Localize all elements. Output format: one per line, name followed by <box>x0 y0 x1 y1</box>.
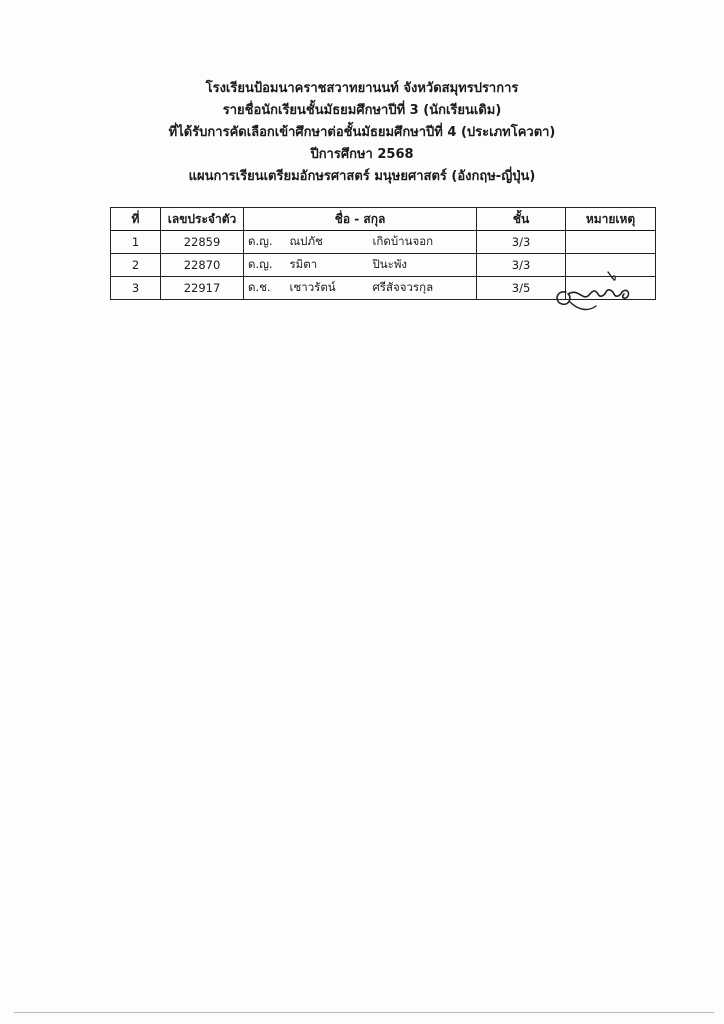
row-first-name: รมิตา <box>286 254 369 277</box>
row-student-id: 22859 <box>161 231 244 254</box>
row-prefix: ด.ญ. <box>244 231 286 254</box>
school-name-line: โรงเรียนป้อมนาคราชสวาทยานนท์ จังหวัดสมุทรปราการ <box>205 81 519 96</box>
footer-divider <box>14 1012 714 1013</box>
row-no: 1 <box>111 231 161 254</box>
study-plan-line: แผนการเรียนเตรียมอักษรศาสตร์ มนุษยศาสตร์ (อังกฤษ-ญี่ปุ่น) <box>188 169 536 184</box>
row-class: 3/3 <box>477 254 566 277</box>
table-header-row <box>111 208 656 231</box>
document-header <box>0 78 724 188</box>
row-no: 2 <box>111 254 161 277</box>
table-row <box>111 231 656 254</box>
row-prefix: ด.ญ. <box>244 254 286 277</box>
row-student-id: 22917 <box>161 277 244 300</box>
row-last-name: เกิดบ้านจอก <box>369 231 477 254</box>
row-class: 3/3 <box>477 231 566 254</box>
row-class: 3/5 <box>477 277 566 300</box>
header-name: ชื่อ - สกุล <box>244 208 477 231</box>
row-last-name: ศรีสัจจวรกุล <box>369 277 477 300</box>
row-student-id: 22870 <box>161 254 244 277</box>
row-no: 3 <box>111 277 161 300</box>
selection-line: ที่ได้รับการคัดเลือกเข้าศึกษาต่อชั้นมัธยมศึกษาปีที่ 4 (ประเภทโควตา) <box>168 125 556 140</box>
header-no: ที่ <box>111 208 161 231</box>
row-first-name: ณปภัช <box>286 231 369 254</box>
row-prefix: ด.ช. <box>244 277 286 300</box>
list-title-line: รายชื่อนักเรียนชั้นมัธยมศึกษาปีที่ 3 (นักเรียนเดิม) <box>222 103 502 118</box>
row-remark <box>566 231 656 254</box>
header-remark: หมายเหตุ <box>566 208 656 231</box>
academic-year-line: ปีการศึกษา 2568 <box>310 147 414 162</box>
row-first-name: เชาวรัตน์ <box>286 277 369 300</box>
header-student-id: เลขประจำตัว <box>161 208 244 231</box>
row-last-name: ปินะพัง <box>369 254 477 277</box>
handwritten-signature-icon <box>548 266 640 314</box>
header-class: ชั้น <box>477 208 566 231</box>
